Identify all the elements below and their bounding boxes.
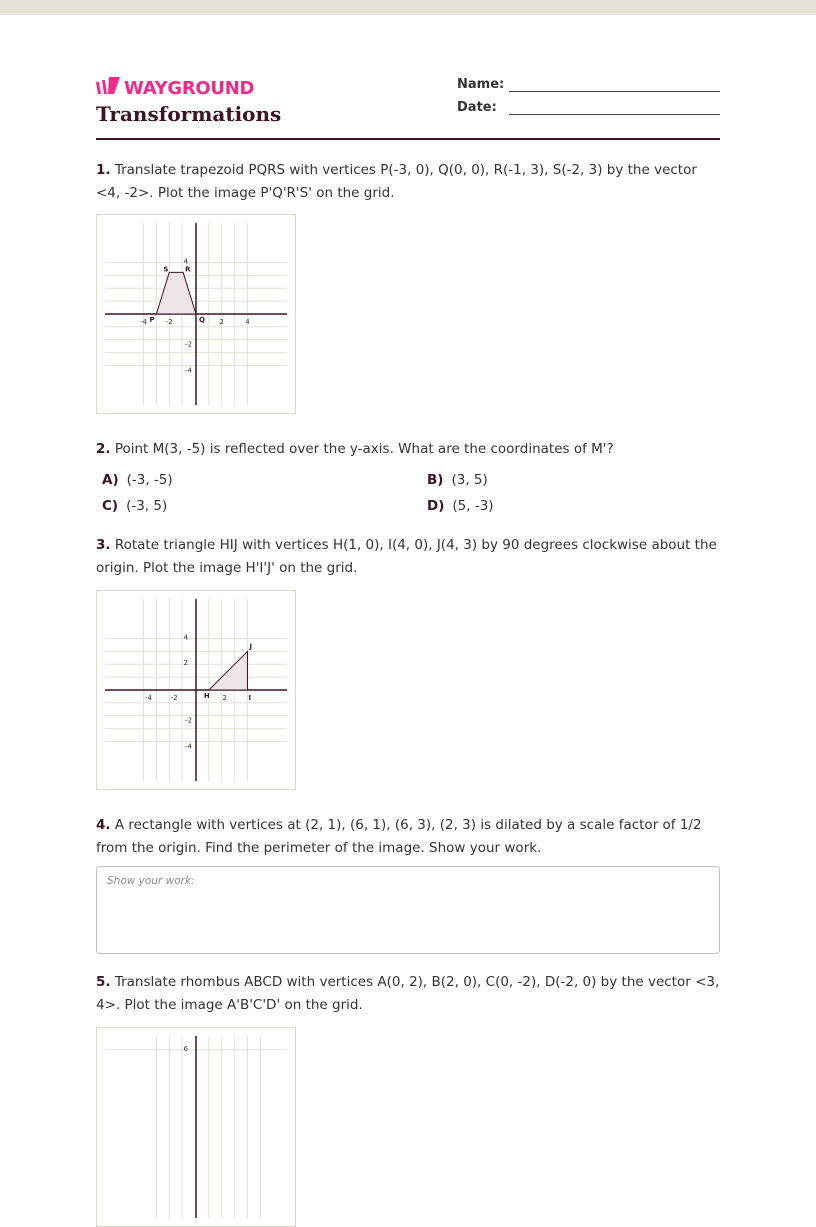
x-tick-label: 2 bbox=[222, 693, 227, 702]
triangle-hij bbox=[209, 651, 248, 690]
choice-c[interactable] bbox=[102, 498, 167, 514]
vertex-label-r: R bbox=[185, 265, 191, 274]
choice-letter: C) bbox=[102, 498, 119, 514]
y-tick-label: 6 bbox=[183, 1044, 189, 1053]
choice-text: (-3, 5) bbox=[126, 498, 168, 514]
brand-logo bbox=[96, 77, 254, 99]
question-number: 2. bbox=[96, 441, 111, 457]
vertex-label-i: I bbox=[248, 693, 252, 702]
question-text: A rectangle with vertices at (2, 1), (6, 1), (6, 3), (2, 3) is dilated by a scale factor of 1/2 from the origin. Find the perimeter of the image. Show your work. bbox=[96, 817, 702, 856]
name-label: Name: bbox=[457, 77, 505, 92]
x-tick-label: 4 bbox=[245, 317, 250, 326]
x-tick-label: -4 bbox=[140, 317, 147, 326]
y-tick-label: -2 bbox=[185, 716, 193, 725]
date-field[interactable] bbox=[509, 114, 720, 115]
question-number: 3. bbox=[96, 537, 111, 553]
coordinate-grid-1[interactable] bbox=[96, 214, 296, 414]
vertex-label-q: Q bbox=[198, 315, 205, 324]
x-tick-label: 2 bbox=[219, 317, 224, 326]
choice-text: (-3, -5) bbox=[126, 472, 173, 488]
question-2 bbox=[96, 438, 720, 461]
date-label: Date: bbox=[457, 100, 497, 115]
choice-letter: B) bbox=[427, 472, 444, 488]
y-tick-label: 4 bbox=[183, 633, 189, 642]
choice-b[interactable] bbox=[427, 472, 488, 488]
question-5 bbox=[96, 971, 720, 1016]
choice-text: (3, 5) bbox=[451, 472, 488, 488]
question-text: Point M(3, -5) is reflected over the y-axis. What are the coordinates of M'? bbox=[114, 441, 614, 457]
y-tick-label: 4 bbox=[183, 257, 189, 266]
question-text: Rotate triangle HIJ with vertices H(1, 0), I(4, 0), J(4, 3) by 90 degrees clockwise about the origin. Plot the image H'I'J' on the grid. bbox=[96, 537, 717, 576]
y-tick-label: -2 bbox=[185, 340, 193, 349]
vertex-label-p: P bbox=[149, 315, 155, 324]
top-strip bbox=[0, 0, 816, 15]
vertex-label-s: S bbox=[163, 265, 169, 274]
x-tick-label: -2 bbox=[170, 693, 178, 702]
header-divider bbox=[96, 138, 720, 140]
wayground-logo-icon bbox=[96, 77, 120, 99]
work-answer-box[interactable] bbox=[96, 866, 720, 954]
question-text: Translate trapezoid PQRS with vertices P(-3, 0), Q(0, 0), R(-1, 3), S(-2, 3) by the vector <4, -2>. Plot the image P'Q'R'S' on the grid. bbox=[96, 162, 697, 201]
choice-text: (5, -3) bbox=[452, 498, 494, 514]
question-1 bbox=[96, 159, 720, 204]
name-field[interactable] bbox=[509, 91, 720, 92]
y-tick-label: -4 bbox=[185, 366, 193, 375]
vertex-label-j: J bbox=[249, 642, 253, 651]
work-placeholder: Show your work: bbox=[107, 875, 195, 887]
choice-d[interactable] bbox=[427, 498, 494, 514]
grid-5-svg bbox=[97, 1028, 295, 1226]
choice-a[interactable] bbox=[102, 472, 173, 488]
page-title: Transformations bbox=[96, 102, 282, 126]
y-tick-label: -4 bbox=[185, 742, 193, 751]
question-number: 1. bbox=[96, 162, 111, 178]
grid-1-svg bbox=[97, 215, 295, 413]
choice-letter: A) bbox=[102, 472, 119, 488]
question-text: Translate rhombus ABCD with vertices A(0, 2), B(2, 0), C(0, -2), D(-2, 0) by the vector <3, 4>. Plot the image A'B'C'D' on the grid. bbox=[96, 974, 720, 1013]
coordinate-grid-3[interactable] bbox=[96, 590, 296, 790]
question-3 bbox=[96, 534, 720, 579]
brand-name: WAYGROUND bbox=[124, 77, 255, 99]
question-number: 4. bbox=[96, 817, 111, 833]
x-tick-label: -4 bbox=[145, 693, 152, 702]
coordinate-grid-5[interactable] bbox=[96, 1027, 296, 1227]
vertex-label-h: H bbox=[203, 691, 210, 700]
trapezoid-pqrs bbox=[156, 272, 196, 314]
choice-letter: D) bbox=[427, 498, 445, 514]
y-tick-label: 2 bbox=[183, 659, 189, 668]
x-tick-label: -2 bbox=[165, 317, 173, 326]
question-number: 5. bbox=[96, 974, 111, 990]
grid-3-svg bbox=[97, 591, 295, 789]
question-4 bbox=[96, 814, 720, 859]
